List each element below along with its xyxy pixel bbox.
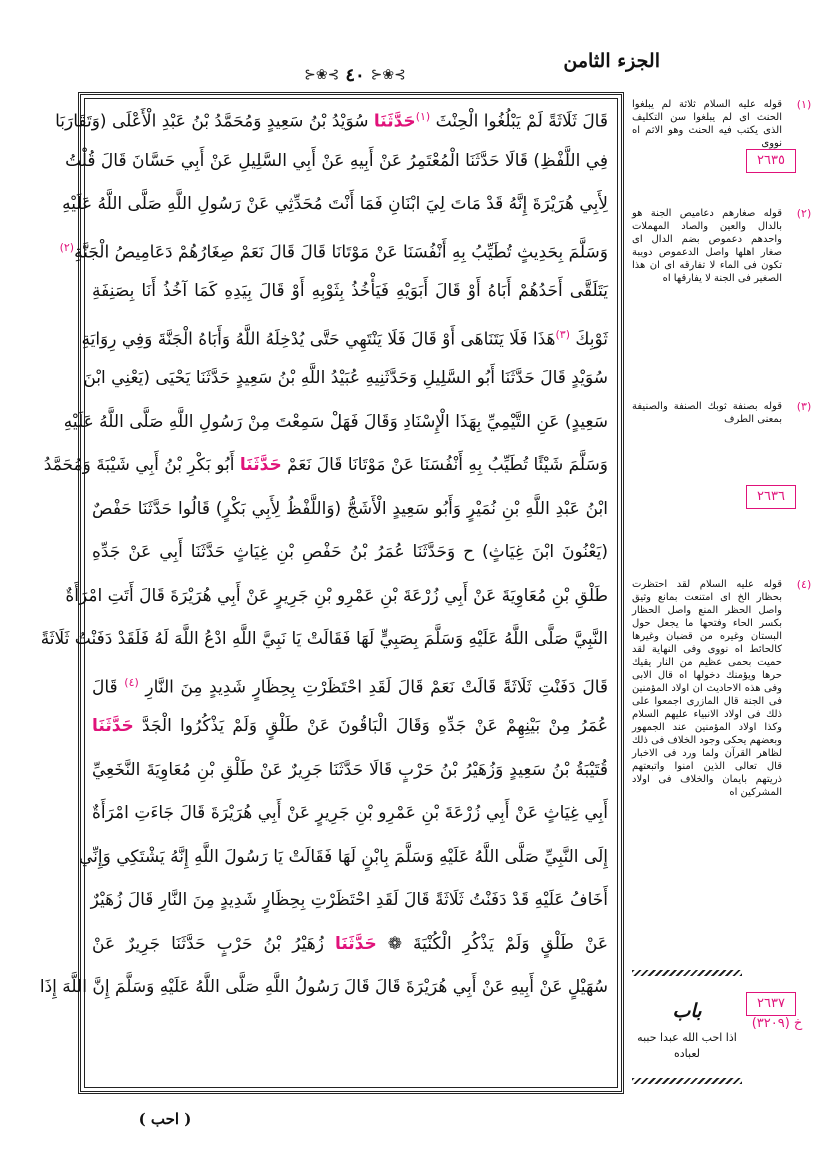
highlight-keyword: حَدَّثَنَا	[373, 111, 416, 132]
text-line	[92, 492, 608, 526]
hadith-number-box: ٢٦٣٦	[746, 485, 796, 509]
text-segment: ابْنُ عَبْدِ اللَّهِ بْنِ نُمَيْرٍ وَأَبُو سَعِيدٍ الْأَشَجُّ (وَاللَّفْظُ لِأَبِي بَكْرٍ) قَالُوا حَدَّثَنَا حَفْصٌ	[92, 498, 608, 519]
part-title: الجزء الثامن	[563, 50, 660, 72]
margin-note: قوله صغارهم دعاميص الجنة هو بالدال والعين والصاد المهملات واحدهم دعموص بضم الدال اى صغار اهلها واصل الدعموص دويبة تكون فى الماء لا تفارقه اى ان هذا الصغير فى الجنة لا يفارقها اه	[632, 208, 782, 284]
text-line	[40, 622, 608, 656]
text-segment: هَذَا فَلَا يَتَنَاهَى أَوْ قَالَ فَلَا يَنْتَهِي حَتَّى يُدْخِلَهُ اللَّهُ وَأَبَاهُ الْجَنَّةَ وَفِي رِوَايَةِ	[81, 329, 556, 350]
text-segment: سَعِيدٍ) عَنِ التَّيْمِيِّ بِهَذَا الْإِسْنَادِ وَقَالَ فَهَلْ سَمِعْتَ مِنْ رَسُولِ اللَّهِ صَلَّى اللَّهُ عَلَيْهِ	[63, 411, 608, 432]
text-line	[92, 753, 608, 787]
text-segment: سُهَيْلٍ عَنْ أَبِيهِ عَنْ أَبِي هُرَيْرَةَ قَالَ قَالَ رَسُولُ اللَّهِ صَلَّى اللَّهُ عَلَيْهِ وَسَلَّمَ إِنَّ اللَّهَ إِذَا	[39, 977, 608, 997]
text-line	[92, 274, 608, 308]
text-segment: زُهَيْرُ بْنُ حَرْبٍ حَدَّثَنَا جَرِيرٌ عَنْ	[92, 933, 335, 954]
text-segment: سُوَيْدُ بْنُ سَعِيدٍ وَمُحَمَّدُ بْنُ عَبْدِ الْأَعْلَى (وَتَقَارَبَا	[55, 111, 374, 132]
text-line	[92, 927, 608, 961]
text-line	[78, 840, 608, 874]
divider-zigzag	[632, 970, 742, 976]
hadith-number-box: ٢٦٣٧	[746, 992, 796, 1016]
footnote-marker: (١)	[415, 110, 431, 123]
text-line	[43, 448, 608, 482]
bukhari-reference: خ (٣٢٠٩)	[751, 1016, 803, 1031]
text-segment: قَالَ دَفَنْتِ ثَلَاثَةً قَالَتْ نَعَمْ قَالَ لَقَدِ احْتَظَرْتِ بِحِظَارٍ شَدِيدٍ مِنَ النَّارِ	[138, 677, 609, 698]
text-segment: وَسَلَّمَ شَيْئًا تُطَيِّبُ بِهِ أَنْفُسَنَا عَنْ مَوْتَانَا قَالَ نَعَمْ	[281, 455, 608, 475]
text-segment: فِي اللَّفْظِ) قَالَا حَدَّثَنَا الْمُعْتَمِرُ عَنْ أَبِيهِ عَنْ أَبِي السَّلِيلِ عَنْ أَبِي حَسَّانَ قَالَ قُلْتُ	[65, 150, 608, 171]
text-segment: عُمَرُ مِنْ بَيْنِهِمْ عَنْ جَدِّهِ وَقَالَ الْبَاقُونَ عَنْ طَلْقٍ وَلَمْ يَذْكُرُوا الْجَدَّ	[133, 716, 608, 736]
bab-subtitle: اذا احب الله عبدا حببه لعباده	[637, 1031, 737, 1060]
text-line	[65, 144, 608, 178]
text-line	[65, 579, 608, 613]
text-segment: أَبِي غِيَاثٍ عَنْ أَبِي زُرْعَةَ بْنِ عَمْرِو بْنِ جَرِيرٍ عَنْ أَبِي هُرَيْرَةَ قَالَ جَاءَتِ امْرَأَةٌ	[92, 803, 608, 823]
text-segment: طَلْقِ بْنِ مُعَاوِيَةَ عَنْ أَبِي زُرْعَةَ بْنِ عَمْرِو بْنِ جَرِيرٍ عَنْ أَبِي هُرَيْرَةَ قَالَ أَتَتِ امْرَأَةٌ	[65, 585, 608, 606]
footnote-marker: (٢)	[59, 240, 75, 254]
text-line	[55, 100, 608, 134]
text-segment: سُوَيْدٍ قَالَ حَدَّثَنَا أَبُو السَّلِيلِ وَحَدَّثَنِيهِ عُبَيْدُ اللَّهِ بْنُ سَعِيدٍ حَدَّثَنَا يَحْيَى (يَعْنِي ابْنَ	[83, 368, 608, 388]
text-line	[92, 796, 608, 830]
text-line	[92, 666, 608, 700]
text-segment: أَبُو بَكْرِ بْنُ أَبِي شَيْبَةَ وَمُحَمَّدُ	[43, 455, 240, 475]
text-line	[83, 361, 608, 395]
note-number: (٢)	[796, 207, 812, 220]
text-segment: وَسَلَّمَ بِحَدِيثٍ تُطَيِّبُ بِهِ أَنْفُسَنَا عَنْ مَوْتَانَا قَالَ قَالَ نَعَمْ صِغَارُهُمْ دَعَامِيصُ الْجَنَّةِ	[74, 242, 608, 263]
divider-zigzag	[632, 1078, 742, 1084]
text-segment: إِلَى النَّبِيِّ صَلَّى اللَّهُ عَلَيْهِ وَسَلَّمَ بِابْنٍ لَهَا فَقَالَتْ يَا رَسُولَ اللَّهِ إِنَّهُ يَشْتَكِي وَإِنِّي	[78, 846, 608, 867]
text-line	[92, 535, 608, 569]
note-number: (٣)	[796, 400, 812, 413]
highlight-keyword: حَدَّثَنَا	[334, 933, 377, 954]
highlight-keyword: حَدَّثَنَا	[239, 455, 282, 475]
text-line	[92, 883, 608, 917]
text-line	[92, 709, 608, 743]
note-number: (١)	[796, 98, 812, 111]
ornament-right-icon: ⊱❀⊰	[370, 67, 406, 83]
ornament-left-icon: ⊱❀⊰	[304, 67, 340, 83]
text-segment: ثَوْبِكَ	[570, 329, 608, 350]
text-segment: لِأَبِي هُرَيْرَةَ إِنَّهُ قَدْ مَاتَ لِيَ ابْنَانِ فَمَا أَنْتَ مُحَدِّثِي عَنْ رَسُولِ اللَّهِ صَلَّى اللَّهُ عَلَيْهِ	[62, 194, 608, 214]
text-line	[59, 231, 608, 265]
text-line	[63, 405, 608, 439]
text-segment: عَنْ طَلْقٍ وَلَمْ يَذْكُرِ الْكُنْيَةَ ❁	[376, 933, 608, 954]
text-segment: النَّبِيَّ صَلَّى اللَّهُ عَلَيْهِ وَسَلَّمَ بِصَبِيٍّ لَهَا فَقَالَتْ يَا نَبِيَّ اللَّهِ ادْعُ اللَّهَ لَهُ فَلَقَدْ دَفَنْتُ ثَلَاثَةً	[40, 629, 608, 649]
catchword: ( احب )	[138, 1110, 192, 1128]
text-segment: قَالَ ثَلَاثَةً لَمْ يَبْلُغُوا الْحِنْثَ	[430, 111, 608, 132]
text-segment: يَتَلَقَّى أَحَدُهُمْ أَبَاهُ أَوْ قَالَ أَبَوَيْهِ فَيَأْخُذُ بِثَوْبِهِ أَوْ قَالَ بِيَدِهِ كَمَا آخُذُ أَنَا بِصَنِفَةِ	[92, 281, 608, 301]
text-line	[62, 187, 608, 221]
page-number: ٤٠	[345, 64, 365, 86]
margin-note: قوله بصنفة ثوبك الصنفة والصنيفة بمعنى الطرف	[632, 401, 782, 425]
margin-note: قوله عليه السلام لقد احتظرت بحظار الخ اى امتنعت بمانع وثيق واصل الحظر المنع واصل الحظار بكسر الحاء وفتحها ما يجعل حول البستان وغيره من قضبان وغيرها كالحائط اه نووى وفى النهاية لقد حميت بحمى عظيم من النار يقيك حرها ويؤمنك دخولها اه قال الابى وفى هذه الاحاديث ان اولاد المؤمنين فى الجنة قال المازرى اجمعوا على ذلك فى اولاد الانبياء عليهم السلام وكذا اولاد المؤمنين عند الجمهور وبعضهم يحكى وجود الخلاف فى ذلك لظاهر القرآن ولما ورد فى الاخبار قال تعالى الذين امنوا واتبعتهم ذريتهم بايمان والخلاف فى اولاد المشركين اه	[632, 579, 782, 798]
text-segment: (يَعْنُونَ ابْنَ غِيَاثٍ) ح وَحَدَّثَنَا عُمَرُ بْنُ حَفْصِ بْنِ غِيَاثٍ حَدَّثَنَا أَبِي عَنْ جَدِّهِ	[92, 542, 608, 562]
note-number: (٤)	[796, 578, 812, 591]
text-line	[81, 318, 608, 352]
footnote-marker: (٣)	[555, 327, 571, 341]
text-segment: قُتَيْبَةُ بْنُ سَعِيدٍ وَزُهَيْرُ بْنُ حَرْبٍ قَالَا حَدَّثَنَا جَرِيرٌ عَنْ طَلْقِ بْنِ مُعَاوِيَةَ النَّخَعِيِّ	[92, 759, 608, 780]
footnote-marker: (٤)	[124, 675, 139, 689]
text-segment: أَخَافُ عَلَيْهِ قَدْ دَفَنْتُ ثَلَاثَةً قَالَ لَقَدِ احْتَظَرْتِ بِحِظَارٍ شَدِيدٍ مِنَ النَّارِ قَالَ زُهَيْرٌ	[90, 890, 608, 910]
text-line	[39, 970, 608, 1004]
highlight-keyword: حَدَّثَنَا	[92, 716, 134, 736]
text-segment: قَالَ	[92, 677, 125, 698]
bab-title: باب	[672, 1000, 702, 1022]
hadith-number-box: ٢٦٣٥	[746, 149, 796, 173]
margin-note: قوله عليه السلام ثلاثة لم يبلغوا الحنث اى لم يبلغوا سن التكليف الذى يكتب فيه الحنث وهو الاثم اه نووى	[632, 99, 782, 149]
page-number-ornament	[300, 62, 410, 88]
